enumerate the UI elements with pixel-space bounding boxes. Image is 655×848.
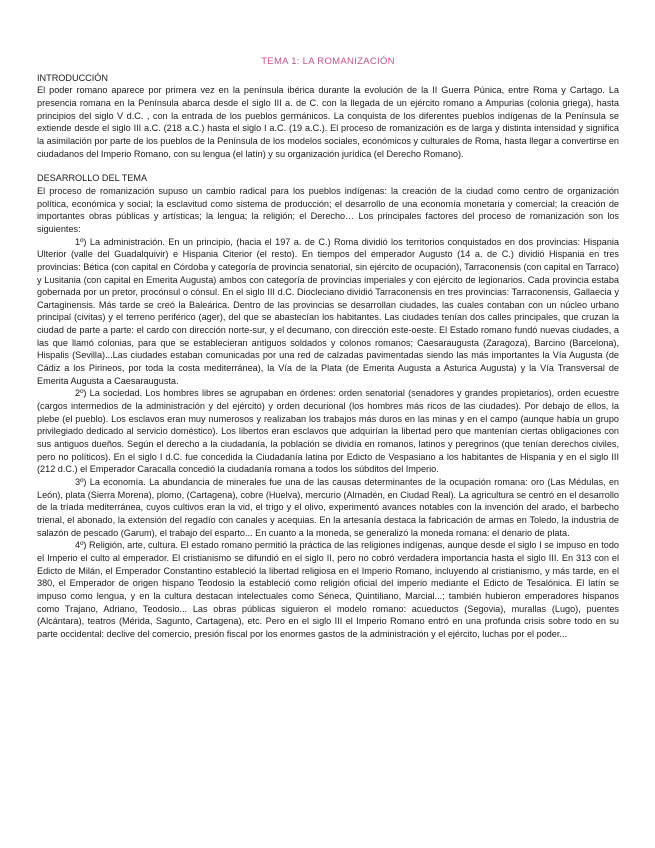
intro-paragraph: El poder romano aparece por primera vez en la península ibérica durante la evolución de la II Guerra Púnica, entre Roma y Cartago. La presencia romana en la Península abarca desde el siglo III a. de C. con la llegada de un ejército romano a Ampurias (colonia griega), hasta principios del siglo V d.C. , con la entrada de los pueblos germánicos. La conquista de los diferentes pueblos indígenas de la Península se extiende desde el siglo III a.C. (218 a.C.) hasta el siglo I a.C. (19 a.C.). El proceso de romanización es de larga y distinta intensidad y significa la asimilación por parte de los pueblos de la Península de los modelos sociales, económicos y culturales de Roma, hasta llegar a convertirse en ciudadanos del Imperio Romano, con su lengua (el latín) y su organización jurídica (el Derecho Romano).: [37, 85, 619, 159]
factor-economy: 3º) La economía. La abundancia de minerales fue una de las causas determinantes de la ocupación romana: oro (Las Médulas, en León), plata (Sierra Morena), plomo, (Cartagena), cobre (Huelva), mercurio (Almadén, en Ciudad Real). La agricultura se centró en el desarrollo de la tríada mediterránea, cuyos cultivos eran la vid, el trigo y el olivo, experimentó avances notables con la invención del arado, el barbecho trienal, el abonado, la extensión del regadío con canales y acequias. En la artesanía destaca la fabricación de armas en Toledo, la industria de salazón de pescado (Garum), el trabajo del esparto... En cuanto a la moneda, se generalizó la moneda romana: el denario de plata.: [37, 477, 619, 538]
intro-heading: INTRODUCCIÓN: [37, 72, 108, 83]
factor-religion-art-culture: 4º) Religión, arte, cultura. El estado romano permitió la práctica de las religiones indígenas, aunque desde el siglo I se impuso en todo el Imperio el culto al emperador. El cristianismo se difundió en el siglo II, pero no cobró verdadera importancia hasta el siglo III. En 313 con el Edicto de Milán, el Emperador Constantino estableció la libertad religiosa en el Imperio Romano, incluyendo al cristianismo, y más tarde, en el 380, el Emperador de origen hispano Teodosio la estableció como religión oficial del imperio mediante el Edicto de Tesalónica. El latín se impuso como lengua, y en la cultura destacan intelectuales como Séneca, Quintiliano, Marcial...; también hubieron emperadores hispanos como Trajano, Adriano, Teodosio... Las obras públicas siguieron el modelo romano: acueductos (Segovia), murallas (Lugo), puentes (Alcántara), teatros (Mérida, Sagunto, Cartagena), etc. Pero en el siglo III el Imperio Romano entró en una profunda crisis sobre todo en su parte occidental: declive del comercio, presión fiscal por los enormes gastos de la administración y el ejército, luchas por el poder...: [37, 540, 619, 639]
document-title: TEMA 1: LA ROMANIZACIÓN: [261, 56, 395, 67]
document-page: [37, 56, 619, 641]
factor-administration: 1º) La administración. En un principio, (hacia el 197 a. de C.) Roma dividió los territorios conquistados en dos provincias: Hispania Ulterior (valle del Guadalquivir) e Hispania Citerior (el resto). En tiempos del emperador Augusto (14 a. de C.) dividió Hispania en tres provincias: Bética (con capital en Córdoba y categoría de provincia senatorial, sin ejército de ocupación), Tarraconensis (con capital en Tarraco) y Lusitania (con capital en Emerita Augusta) ambos con categoría de provincias imperiales y con ejército de legionarios. Cada provincia estaba gobernada por un pretor, procónsul o cónsul. En el siglo III d.C. Diocleciano dividió Tarraconensis en tres provincias: Tarraconensis, Gallaecia y Cartaginensis. Más tarde se creó la Baleárica. Dentro de las provincias se desarrollan ciudades, las cuales contaban con un núcleo urbano principal (civitas) y el terreno periférico (ager), del que se abastecían los habitantes. Las ciudades tenían dos calles principales, que cruzan la ciudad de parte a parte: el cardo con dirección norte-sur, y el decumano, con dirección este-oeste. El Estado romano fundó nuevas ciudades, a las que llamó colonias, para que se establecieran antiguos soldados y colonos romanos; Caesaraugusta (Zaragoza), Barcino (Barcelona), Hispalis (Sevilla)...Las ciudades estaban comunicadas por una red de calzadas pavimentadas siendo las más importantes la Vía Augusta (de Cádiz a los Pirineos, por toda la costa mediterránea), la Vía de la Plata (de Emerita Augusta a Asturica Augusta) y la Vía Transversal de Emerita Augusta a Caesaraugusta.: [37, 236, 619, 386]
development-heading: DESARROLLO DEL TEMA: [37, 173, 148, 184]
factor-society: 2º) La sociedad. Los hombres libres se agrupaban en órdenes: orden senatorial (senadores y grandes propietarios), orden ecuestre (cargos intermedios de la administración y del ejército) y orden decurional (los hombres más ricos de las ciudades). Por debajo de ellos, la plebe (el pueblo). Los esclavos eran muy numerosos y realizaban los trabajos más duros en las minas y en el campo (aunque había un grupo privilegiado dedicado al servicio doméstico). Los libertos eran esclavos que adquirían la libertad pero que mantenían ciertas obligaciones con sus antiguos dueños. Según el derecho a la ciudadanía, la población se dividía en romanos, latinos y peregrinos (que tenían derechos civiles, pero no políticos). En el siglo I d.C. fue concedida la Ciudadanía latina por Edicto de Vespasiano a los habitantes de Hispania y en el siglo III (212 d.C.) el Emperador Caracalla concedió la ciudadanía romana a todos los súbditos del Imperio.: [37, 388, 619, 475]
development-paragraph: El proceso de romanización supuso un cambio radical para los pueblos indígenas: la creación de la ciudad como centro de organización política, económica y social; la esclavitud como sistema de producción; el desarrollo de una economía monetaria y comercial; la creación de importantes obras públicas y artísticas; la lengua; la religión; el Derecho… Los principales factores del proceso de romanización son los siguientes:: [37, 185, 619, 234]
